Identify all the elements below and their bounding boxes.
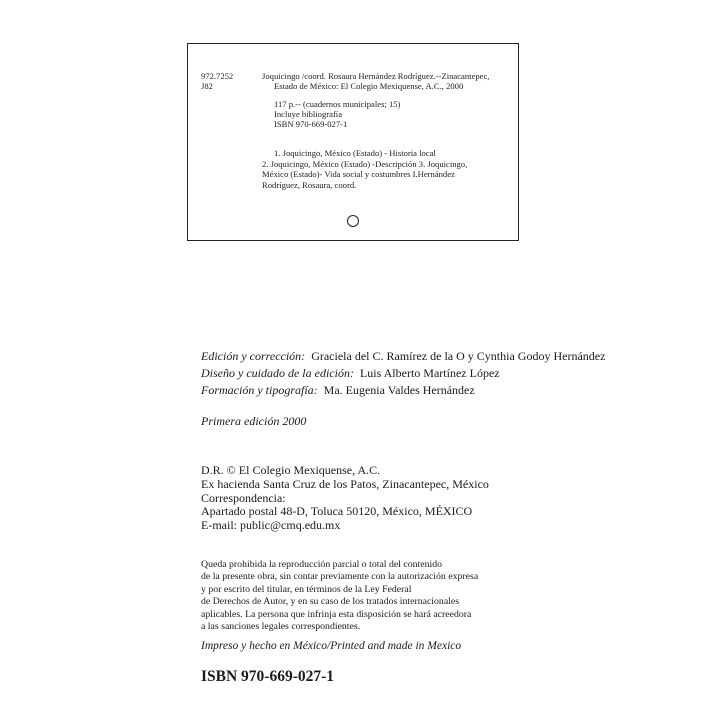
rights-email: E-mail: public@cmq.edu.mx: [201, 518, 341, 533]
card-note-line: 117 p.-- (cuadernos municipales; 15): [274, 99, 401, 109]
rights-line: Apartado postal 48-D, Toluca 50120, México, MÉXICO: [201, 504, 473, 519]
subject-line: 2. Joquicingo, México (Estado) -Descripción 3. Joquicingo,: [262, 158, 468, 169]
subject-line: 1. Joquicingo, México (Estado) - Historia local: [274, 148, 436, 158]
card-note-line: Incluye bibliografía: [274, 109, 343, 119]
edition-note: Primera edición 2000: [201, 414, 307, 428]
credit-value: Luis Alberto Martínez López: [359, 366, 500, 380]
credit-value: Ma. Eugenia Valdes Hernández: [323, 383, 475, 397]
rights-line: Ex hacienda Santa Cruz de los Patos, Zinacantepec, México: [201, 476, 489, 491]
credit-line: [201, 348, 605, 365]
isbn: ISBN 970-669-027-1: [201, 668, 335, 685]
subject-line: Rodríguez, Rosaura, coord.: [262, 179, 357, 190]
printed-in-note: Impreso y hecho en México/Printed and made in Mexico: [201, 640, 462, 652]
card-notes: [274, 99, 400, 129]
call-number-line: J82: [201, 81, 213, 91]
credit-label: Edición y corrección:: [201, 349, 306, 363]
main-entry-line: Estado de México: El Colegio Mexiquense, A.C., 2000: [274, 81, 464, 91]
legal-line: aplicables. La persona que infrinja esta disposición se hará acreedora: [201, 608, 472, 620]
catalog-card: [187, 43, 519, 241]
credits: [201, 348, 605, 399]
rights-line: D.R. © El Colegio Mexiquense, A.C.: [201, 463, 381, 477]
legal-line: de Derechos de Autor, y en su caso de los tratados internacionales: [201, 596, 460, 608]
credit-line: [201, 382, 605, 399]
legal-line: a las sanciones legales correspondientes.: [201, 621, 361, 633]
legal-notice: [201, 559, 478, 633]
main-entry-line: Joquicingo /coord. Rosaura Hernández Rodríguez.--Zinacantepec,: [262, 71, 490, 81]
legal-line: y por escrito del titular, en términos de la Ley Federal: [201, 583, 412, 595]
card-subjects: [262, 148, 467, 190]
card-note-line: ISBN 970-669-027-1: [274, 119, 348, 129]
call-number: [201, 71, 233, 91]
legal-line: Queda prohibida la reproducción parcial o total del contenido: [201, 559, 443, 570]
credit-label: Formación y tipografía:: [201, 383, 318, 397]
credit-line: [201, 365, 605, 382]
rights-block: [201, 464, 489, 533]
credit-value: Graciela del C. Ramírez de la O y Cynthia Godoy Hernández: [311, 349, 606, 363]
rights-line: Correspondencia:: [201, 490, 286, 505]
credit-label: Diseño y cuidado de la edición:: [201, 366, 354, 380]
legal-line: de la presente obra, sin contar previamente con la autorización expresa: [201, 571, 479, 583]
call-number-line: 972.7252: [201, 71, 234, 81]
subject-line: México (Estado)- Vida social y costumbres I.Hernández: [262, 169, 455, 179]
card-punch-hole: [347, 215, 359, 227]
main-entry: [262, 71, 489, 91]
